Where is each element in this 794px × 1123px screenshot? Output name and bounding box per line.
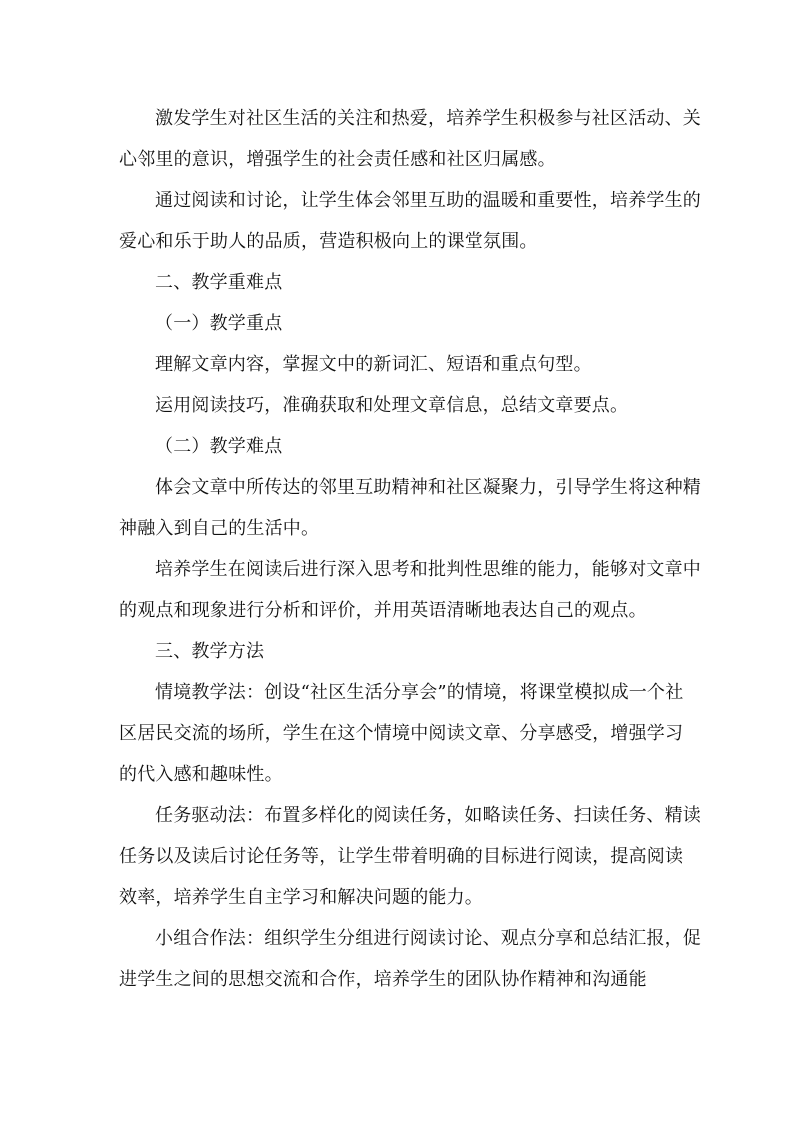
paragraph-method-task-driven: 任务驱动法：布置多样化的阅读任务，如略读任务、扫读任务、精读任务以及读后讨论任务等，让学生带着明确的目标进行阅读，提高阅读效率，培养学生自主学习和解决问题的能力。 — [119, 805, 701, 908]
paragraph-method-group: 小组合作法：组织学生分组进行阅读讨论、观点分享和总结汇报，促进学生之间的思想交流和合作，培养学生的团队协作精神和沟通能 — [119, 928, 701, 990]
paragraph-difficult-point-1: 体会文章中所传达的邻里互助精神和社区凝聚力，引导学生将这种精神融入到自己的生活中。 — [119, 477, 701, 539]
paragraph-key-point-1: 理解文章内容，掌握文中的新词汇、短语和重点句型。 — [155, 354, 592, 375]
subheading-key-points: （一）教学重点 — [155, 313, 283, 334]
section-heading-methods: 三、教学方法 — [155, 641, 265, 662]
paragraph-goal-community: 激发学生对社区生活的关注和热爱，培养学生积极参与社区活动、关心邻里的意识，增强学生的社会责任感和社区归属感。 — [119, 108, 701, 170]
paragraph-key-point-2: 运用阅读技巧，准确获取和处理文章信息，总结文章要点。 — [155, 395, 629, 416]
paragraph-difficult-point-2: 培养学生在阅读后进行深入思考和批判性思维的能力，能够对文章中的观点和现象进行分析和评价，并用英语清晰地表达自己的观点。 — [119, 559, 701, 621]
document-body — [119, 98, 701, 1000]
paragraph-method-situational: 情境教学法：创设“社区生活分享会”的情境，将课堂模拟成一个社区居民交流的场所，学生在这个情境中阅读文章、分享感受，增强学习的代入感和趣味性。 — [119, 682, 684, 785]
section-heading-key-difficult: 二、教学重难点 — [155, 272, 283, 293]
subheading-difficult-points: （二）教学难点 — [155, 436, 283, 457]
paragraph-goal-reading: 通过阅读和讨论，让学生体会邻里互助的温暖和重要性，培养学生的爱心和乐于助人的品质，营造积极向上的课堂氛围。 — [119, 190, 701, 252]
